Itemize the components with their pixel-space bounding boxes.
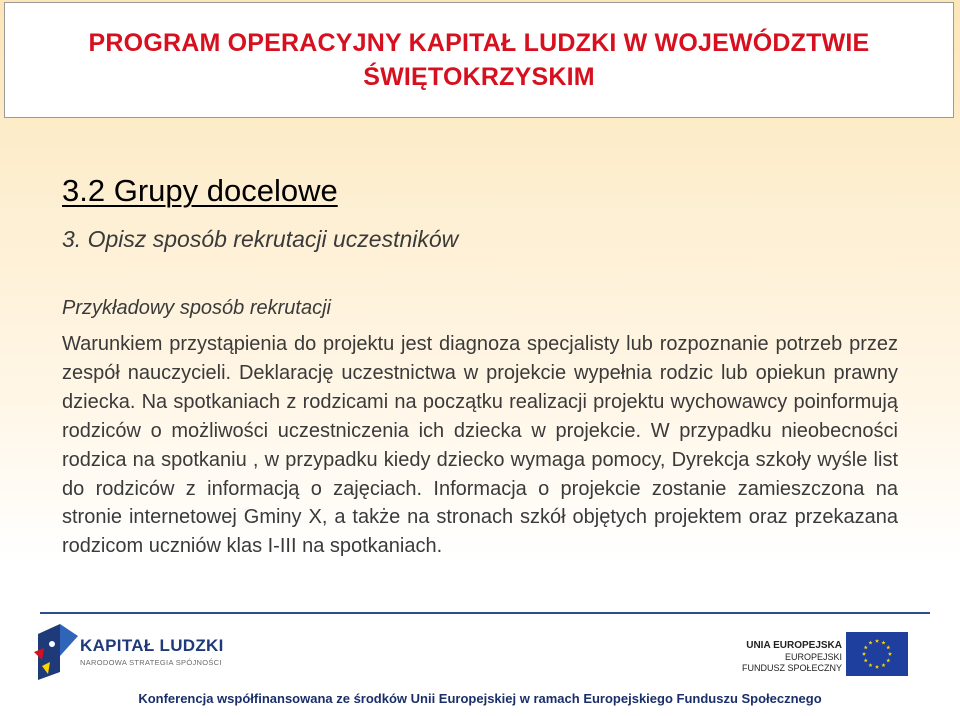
kapital-ludzki-logo (80, 636, 224, 667)
footer-bar (0, 680, 960, 716)
example-heading: Przykładowy sposób rekrutacji (62, 297, 331, 319)
eu-union-label: UNIA EUROPEJSKA (746, 640, 842, 651)
kapital-ludzki-name: KAPITAŁ LUDZKI (80, 636, 224, 655)
eu-fund-label-1: EUROPEJSKI (784, 652, 842, 662)
kapital-ludzki-tagline: NARODOWA STRATEGIA SPÓJNOŚCI (80, 658, 222, 667)
footer-separator (40, 612, 930, 614)
footer-text: Konferencja współfinansowana ze środków Unii Europejskiej w ramach Europejskiego Funduszu Społecznego (138, 690, 822, 706)
section-title: 3.2 Grupy docelowe (62, 173, 338, 208)
body-paragraph: Warunkiem przystąpienia do projektu jest diagnoza specjalisty lub rozpoznanie potrzeb przez zespół nauczycieli. Deklarację uczestnictwa w projekcie wypełnia rodzic lub opiekun prawny dziecka. Na spotkaniach z rodzicami na początku realizacji projektu wychowawcy poinformują rodziców o możliwości uczestniczenia ich dziecka w projekcie. W przypadku nieobecności rodzica na spotkaniu , w przypadku kiedy dziecko wymaga pomocy, Dyrekcja szkoły wyśle list do rodziców z informacją o zajęciach. Informacja o projekcie zostanie zamieszczona na stronie internetowej Gminy X, a także na stronach szkół objętych projektem oraz przekazana rodzicom uczniów klas I-III na spotkaniach. (62, 333, 898, 558)
subtitle: 3. Opisz sposób rekrutacji uczestników (62, 226, 459, 252)
header-title-line-2: ŚWIĘTOKRZYSKIM (363, 63, 595, 91)
header-banner (4, 2, 954, 118)
eu-logo-text (742, 640, 842, 674)
header-title-line-1: PROGRAM OPERACYJNY KAPITAŁ LUDZKI W WOJEWÓDZTWIE (88, 29, 870, 57)
eu-fund-label-2: FUNDUSZ SPOŁECZNY (741, 663, 842, 673)
eu-flag-icon (846, 632, 908, 676)
